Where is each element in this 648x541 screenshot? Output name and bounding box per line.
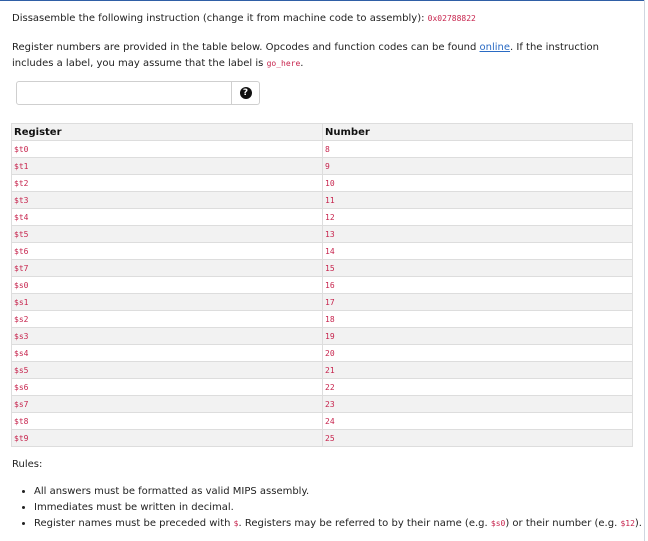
table-row — [12, 413, 633, 430]
answer-input[interactable] — [16, 81, 232, 105]
rule-text: ) or their number (e.g. — [505, 518, 621, 529]
rule-text: Register names must be preceded with — [34, 518, 234, 529]
label-name: go_here — [266, 59, 301, 68]
number-cell: 18 — [323, 311, 633, 328]
question-circle-icon: ? — [240, 87, 252, 99]
table-row — [12, 362, 633, 379]
table-row — [12, 345, 633, 362]
table-row — [12, 311, 633, 328]
number-cell: 10 — [323, 175, 633, 192]
register-name-example: $s0 — [490, 519, 506, 528]
rule-item — [34, 516, 642, 532]
number-cell: 13 — [323, 226, 633, 243]
register-cell: $t1 — [12, 158, 323, 175]
prompt-text: Dissasemble the following instruction (change it from machine code to assembly): — [12, 13, 425, 24]
rule-text: Immediates must be written in decimal. — [34, 502, 234, 513]
register-cell: $s1 — [12, 294, 323, 311]
number-cell: 11 — [323, 192, 633, 209]
table-row — [12, 430, 633, 447]
number-cell: 16 — [323, 277, 633, 294]
number-cell: 25 — [323, 430, 633, 447]
number-cell: 24 — [323, 413, 633, 430]
register-cell: $t4 — [12, 209, 323, 226]
table-row — [12, 175, 633, 192]
rules-list — [12, 484, 642, 532]
register-table-body — [12, 141, 633, 447]
machine-code: 0x02788822 — [427, 14, 476, 23]
help-button[interactable] — [232, 81, 260, 105]
register-cell: $t7 — [12, 260, 323, 277]
rule-item — [34, 500, 642, 516]
number-cell: 19 — [323, 328, 633, 345]
table-row — [12, 328, 633, 345]
rule-text: All answers must be formatted as valid MIPS assembly. — [34, 486, 310, 497]
table-row — [12, 243, 633, 260]
rule-text: ). — [634, 518, 642, 529]
para-text-2: . If the instruction includes a label, you may assume that the label is — [12, 42, 599, 69]
number-header: Number — [323, 124, 633, 141]
number-cell: 12 — [323, 209, 633, 226]
table-row — [12, 277, 633, 294]
register-table — [11, 123, 633, 447]
register-cell: $s6 — [12, 379, 323, 396]
table-row — [12, 226, 633, 243]
register-cell: $t8 — [12, 413, 323, 430]
register-cell: $s2 — [12, 311, 323, 328]
table-row — [12, 141, 633, 158]
table-row — [12, 294, 633, 311]
number-cell: 15 — [323, 260, 633, 277]
number-cell: 23 — [323, 396, 633, 413]
register-header: Register — [12, 124, 323, 141]
table-row — [12, 192, 633, 209]
table-row — [12, 396, 633, 413]
number-cell: 20 — [323, 345, 633, 362]
table-header-row — [12, 124, 633, 141]
number-cell: 9 — [323, 158, 633, 175]
register-cell: $s4 — [12, 345, 323, 362]
register-cell: $s5 — [12, 362, 323, 379]
register-cell: $s3 — [12, 328, 323, 345]
rules-title: Rules: — [12, 459, 43, 470]
number-cell: 8 — [323, 141, 633, 158]
table-row — [12, 260, 633, 277]
register-cell: $t9 — [12, 430, 323, 447]
para-end: . — [300, 58, 304, 69]
instructions-paragraph — [12, 40, 628, 72]
register-cell: $t5 — [12, 226, 323, 243]
question-prompt — [12, 13, 476, 24]
register-cell: $t3 — [12, 192, 323, 209]
number-cell: 21 — [323, 362, 633, 379]
number-cell: 22 — [323, 379, 633, 396]
register-cell: $t2 — [12, 175, 323, 192]
table-row — [12, 209, 633, 226]
register-cell: $s7 — [12, 396, 323, 413]
rule-item — [34, 484, 642, 500]
number-cell: 14 — [323, 243, 633, 260]
right-border — [644, 0, 645, 541]
register-cell: $t0 — [12, 141, 323, 158]
top-border — [0, 0, 644, 1]
register-cell: $t6 — [12, 243, 323, 260]
dollar-code: $ — [233, 519, 239, 528]
register-cell: $s0 — [12, 277, 323, 294]
register-number-example: $12 — [620, 519, 635, 528]
rule-text: . Registers may be referred to by their name (e.g. — [238, 518, 491, 529]
table-row — [12, 379, 633, 396]
number-cell: 17 — [323, 294, 633, 311]
table-row — [12, 158, 633, 175]
opcodes-link[interactable]: online — [479, 42, 511, 53]
para-text-1: Register numbers are provided in the table below. Opcodes and function codes can be found — [12, 42, 480, 53]
